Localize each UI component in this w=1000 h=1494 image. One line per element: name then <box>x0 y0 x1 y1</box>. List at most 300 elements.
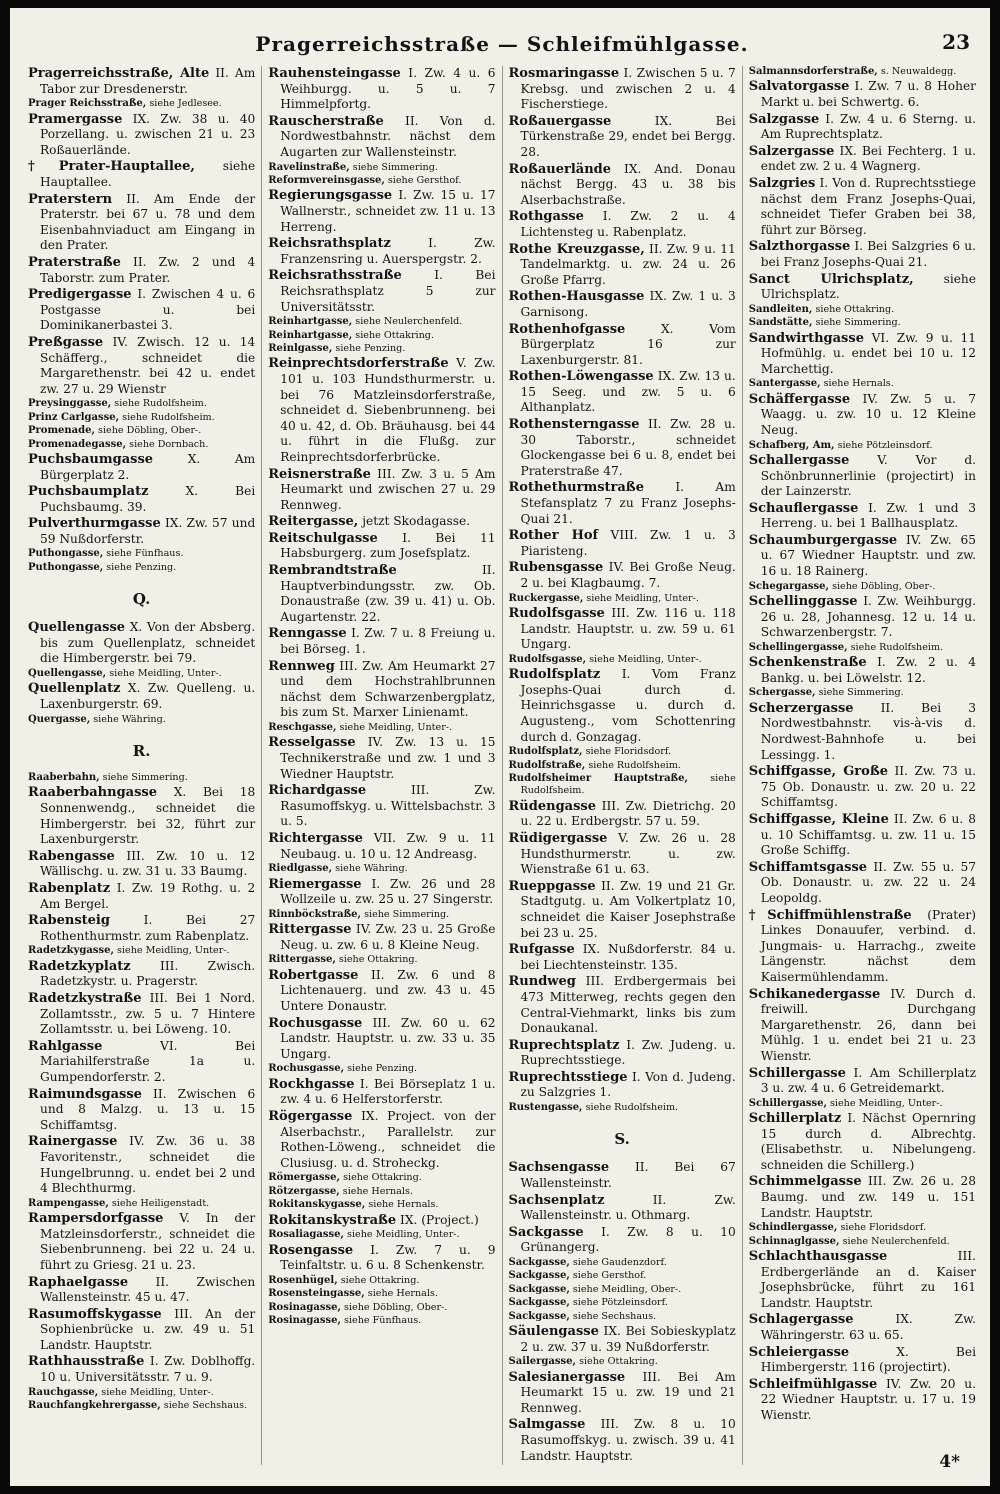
street-name: Reschgasse, <box>268 722 337 733</box>
street-description: siehe Meidling, Unter-. <box>114 945 230 957</box>
street-name: Puchsbaumplatz <box>28 484 149 500</box>
column-2 <box>261 66 495 1465</box>
street-name: Schikanedergasse <box>748 986 881 1002</box>
street-name: Salzgasse <box>748 111 820 127</box>
street-description: II. Zw. 55 u. 57 Ob. Donaustr. u. zw. 22 u. 24 Leopoldg. <box>760 859 976 905</box>
street-name: Schillergasse <box>748 1065 846 1081</box>
street-entry <box>749 594 976 641</box>
street-entry <box>268 66 495 113</box>
street-name: Regierungsgasse <box>268 188 393 204</box>
street-description: siehe Fünfhaus. <box>340 1314 422 1326</box>
street-description: siehe Meidling, Unter-. <box>98 1386 214 1398</box>
cross-reference-entry <box>509 1257 736 1269</box>
street-description: I. Zwischen 5 u. 7 Krebsg. und zwischen 2 u. 4 Fischerstiege. <box>520 66 736 112</box>
street-entry <box>268 114 495 161</box>
street-name: Praterstern <box>28 191 113 207</box>
cross-reference-entry <box>28 412 255 424</box>
street-name: Preßgasse <box>28 334 104 350</box>
column-4 <box>742 66 976 1465</box>
street-entry <box>749 176 976 238</box>
street-description: I. Zw. 4 u. 6 Sterng. u. Am Ruprechtsplatz. <box>760 111 976 142</box>
cross-reference-entry <box>749 1098 976 1110</box>
cross-reference-entry <box>268 863 495 875</box>
street-name: Ruprechtsplatz <box>508 1037 620 1053</box>
street-description: I. Zw. 7 u. 9 Teinfaltstr. u. 6 u. 8 Schenkenstr. <box>280 1242 496 1273</box>
street-description: siehe Simmering. <box>812 317 901 329</box>
street-description: III. Zw. Rasumoffskyg. u. Wittelsbachstr. 3 u. 5. <box>280 783 496 829</box>
street-name: Schallergasse <box>748 452 850 468</box>
street-description: siehe Hernals. <box>339 1185 413 1197</box>
directory-page <box>10 8 990 1486</box>
street-entry <box>268 877 495 908</box>
street-entry <box>268 236 495 267</box>
street-name: Salmannsdorferstraße, <box>748 66 878 77</box>
street-name: Rittergasse, <box>268 954 336 966</box>
street-entry <box>509 1160 736 1191</box>
street-description: I. Zw. Doblhoffg. 10 u. Universitätsstr. 7 u. 9. <box>40 1354 256 1385</box>
street-description: II. Am Tabor zur Dresdenerstr. <box>40 66 256 96</box>
street-name: Salesianergasse <box>508 1369 626 1385</box>
street-name: Rothenhofgasse <box>508 321 626 337</box>
street-name: Sandstätte, <box>748 317 813 329</box>
cross-reference-entry <box>509 593 736 605</box>
street-entry <box>268 356 495 465</box>
street-name: Rother Hof <box>508 528 599 544</box>
street-entry <box>28 785 255 847</box>
street-description: I. Nächst Opernring 15 durch d. Albrechtg. (Elisabethstr. u. Nibelungeng. schneiden die Schillerg.) <box>760 1111 976 1172</box>
cross-reference-entry <box>509 1102 736 1114</box>
street-description: III. Erdbergermais bei 473 Mitterweg, rechts gegen den Central-Viehmarkt, links bis zum Donaukanal. <box>520 974 736 1036</box>
street-name: Reinprechtsdorferstraße <box>268 356 449 372</box>
street-description: IX. Zw. 13 u. 15 Seeg. und zw. 5 u. 6 Althanplatz. <box>520 369 736 415</box>
street-name: Reisnerstraße <box>268 466 371 482</box>
cross-reference-entry <box>509 760 736 772</box>
street-name: Reitschulgasse <box>268 530 378 546</box>
street-name: Rauhensteingasse <box>268 66 401 81</box>
street-name: Salzgries <box>748 175 816 191</box>
street-entry <box>749 701 976 763</box>
street-entry <box>509 289 736 320</box>
columns <box>28 66 976 1465</box>
street-entry <box>268 531 495 562</box>
street-name: Resselgasse <box>268 735 356 751</box>
street-entry <box>509 528 736 559</box>
street-description: siehe Rudolfsheim. <box>111 398 207 410</box>
street-name: Schenkenstraße <box>748 655 867 671</box>
street-description: IV. Zwisch. 12 u. 14 Schäfferg., schneidet die Margarethenstr. bei 42 u. endet zw. 27 u. 29 Wienstr <box>40 334 256 396</box>
street-entry <box>509 1417 736 1464</box>
street-name: Rabengasse <box>28 848 115 864</box>
street-entry <box>509 799 736 830</box>
street-description: I. Zw. 7 u. 8 Freiung u. bei Börseg. 1. <box>280 626 496 657</box>
street-entry <box>749 331 976 378</box>
street-entry <box>28 452 255 483</box>
street-name: Rudolfsheimer Hauptstraße, <box>508 772 689 784</box>
street-description: siehe Rudolfsheim. <box>847 641 944 653</box>
cross-reference-entry <box>28 668 255 680</box>
street-name: Prinz Carlgasse, <box>28 411 120 423</box>
street-description: II. Bei 67 Wallensteinstr. <box>520 1160 736 1191</box>
street-description: siehe Meidling, Unter-. <box>583 592 699 604</box>
street-description: III. Zw. 26 u. 28 Baumg. und zw. 149 u. 151 Landstr. Hauptstr. <box>760 1174 976 1220</box>
street-name: Praterstraße <box>28 254 121 270</box>
street-name: Reichsrathsplatz <box>268 236 391 252</box>
street-description: III. Zw. Am Heumarkt 27 und dem Hochstrahlbrunnen nächst dem Schwarzenbergplatz, bis zum St. Marxer Linienamt. <box>280 658 496 720</box>
cross-reference-entry <box>268 1186 495 1198</box>
street-entry <box>749 1174 976 1221</box>
cross-reference-entry <box>268 1302 495 1314</box>
street-description: II. Von d. Nordwestbahnstr. nächst dem Augarten zur Wallensteinstr. <box>280 113 496 159</box>
street-name: Rothethurmstraße <box>508 480 644 496</box>
street-name: Rosengasse <box>268 1242 354 1258</box>
street-description: siehe Döbling, Ober-. <box>829 580 936 592</box>
cross-reference-entry <box>509 1356 736 1368</box>
street-entry <box>509 1324 736 1355</box>
street-description: siehe Hernals. <box>364 1288 438 1300</box>
street-description: siehe Meidling, Unter-. <box>106 668 222 680</box>
street-name: Rudolfstraße, <box>508 759 586 771</box>
street-name: Römergasse, <box>268 1172 341 1184</box>
street-entry <box>749 655 976 686</box>
street-name: †Prater-Hauptallee, <box>28 159 195 175</box>
street-description: I. Zw. 7 u. 8 Hoher Markt u. bei Schwertg. 6. <box>760 79 976 109</box>
street-description: V. Zw. 101 u. 103 Hundsthurmerstr. u. bei 76 Matzleinsdorferstraße, schneidet d. Siebenbrunneng. bei 40 u. 42, d. Ob. Bräuhausg. bei 44 u. führt in die Flußg. zur Reinprechtsdorferbrücke. <box>280 356 496 464</box>
street-name: Ruprechtsstiege <box>508 1069 628 1085</box>
street-name: Rahlgasse <box>28 1038 103 1054</box>
cross-reference-entry <box>268 1172 495 1184</box>
street-entry <box>28 287 255 334</box>
street-name: Schillergasse, <box>748 1097 827 1109</box>
street-entry <box>28 335 255 397</box>
street-name: Rosenhügel, <box>268 1274 338 1286</box>
street-description: IX. Zw. 38 u. 40 Porzellang. u. zwischen 21 u. 23 Roßauerlände. <box>40 111 256 157</box>
street-description: IV. Durch d. freiwill. Durchgang Margarethenstr. 26, dann bei Mühlg. 1 u. endet bei 21 u. 23 Wienstr. <box>760 986 976 1063</box>
street-name: Salzthorgasse <box>748 239 851 255</box>
street-name: Reinhartgasse, <box>268 329 353 341</box>
street-name: Rustengasse, <box>508 1102 583 1114</box>
street-name: Schinnaglgasse, <box>748 1235 840 1247</box>
street-description: siehe Döbling, Ober-. <box>95 425 202 437</box>
street-entry <box>509 667 736 745</box>
street-description: siehe Neulerchenfeld. <box>352 316 463 328</box>
street-name: Rauchfangkehrergasse, <box>28 1400 161 1412</box>
cross-reference-entry <box>268 1199 495 1211</box>
street-name: Sachsenplatz <box>508 1192 605 1208</box>
street-description: siehe Hauptallee. <box>40 159 256 189</box>
cross-reference-entry <box>749 66 976 78</box>
street-name: Sandwirthgasse <box>748 330 864 346</box>
street-description: I. Zwischen 4 u. 6 Postgasse u. bei Dominikanerbastei 3. <box>40 287 256 333</box>
street-description: siehe Rudolfsheim. <box>520 772 736 797</box>
street-entry <box>28 1039 255 1086</box>
street-entry <box>28 484 255 515</box>
street-description: siehe Meidling, Unter-. <box>586 653 702 665</box>
cross-reference-entry <box>509 654 736 666</box>
street-description: IX. Nußdorferstr. 84 u. bei Liechtensteinstr. 135. <box>520 942 736 972</box>
street-name: Pulverthurmgasse <box>28 516 161 532</box>
street-description: I. Von d. Judeng. zu Salzgries 1. <box>520 1069 736 1100</box>
street-name: Rittergasse <box>268 922 352 938</box>
street-name: Schindlergasse, <box>748 1222 838 1234</box>
street-description: III. Bei 1 Nord. Zollamtsstr., zw. 5 u. 7 Hintere Zollamtsstr. u. bei Löweng. 10. <box>40 991 256 1037</box>
street-entry <box>749 1312 976 1343</box>
street-description: I. Bei Salzgries 6 u. bei Franz Josephs-Quai 21. <box>760 239 976 269</box>
cross-reference-entry <box>268 909 495 921</box>
street-entry <box>509 1193 736 1224</box>
street-name: Santergasse, <box>748 378 821 390</box>
street-description: jetzt Skodagasse. <box>358 514 471 529</box>
street-name: Richardgasse <box>268 783 367 799</box>
street-name: Radetzkystraße <box>28 991 142 1006</box>
street-entry <box>268 922 495 953</box>
street-description: siehe Sechshaus. <box>160 1400 248 1412</box>
cross-reference-entry <box>749 440 976 452</box>
street-name: Rosaliagasse, <box>268 1229 344 1241</box>
street-name: Rüdengasse <box>508 798 596 814</box>
street-description: X. Bei Puchsbaumg. 39. <box>40 484 256 514</box>
street-name: Riedlgasse, <box>268 863 333 875</box>
street-entry <box>28 159 255 190</box>
street-entry <box>268 1109 495 1171</box>
street-description: siehe Sechshaus. <box>569 1310 657 1322</box>
street-name: Schiffgasse, Große <box>748 764 888 780</box>
street-entry <box>268 968 495 1015</box>
cross-reference-entry <box>268 175 495 187</box>
street-entry <box>749 392 976 439</box>
section-letter: S. <box>614 1130 630 1149</box>
street-description: siehe Penzing. <box>344 1063 418 1075</box>
street-description: IV. Zw. 36 u. 38 Favoritenstr., schneidet die Hungelbrunng. u. endet bei 2 und 4 Blechthurmg. <box>40 1134 256 1196</box>
street-entry <box>749 1111 976 1173</box>
street-name: Quellenplatz <box>28 681 121 697</box>
street-name: Sackgasse, <box>508 1270 570 1282</box>
street-name: Rauchgasse, <box>28 1386 99 1398</box>
street-description: siehe Ottakring. <box>340 1172 422 1184</box>
street-entry <box>509 417 736 479</box>
cross-reference-entry <box>749 317 976 329</box>
street-name: Puthongasse, <box>28 561 104 573</box>
street-entry <box>28 255 255 286</box>
cross-reference-entry <box>28 425 255 437</box>
street-name: Rudolfsplatz, <box>508 746 583 758</box>
street-name: Rudolfsplatz <box>508 667 601 683</box>
street-description: X. Von der Absberg. bis zum Quellenplatz, schneidet die Himbergerstr. bei 79. <box>40 620 256 666</box>
street-name: Rosinagasse, <box>268 1314 341 1326</box>
street-description: IX. Zw. Währingerstr. 63 u. 65. <box>760 1312 976 1343</box>
street-description: III. Zw. 10 u. 12 Wällischg. u. zw. 31 u. 33 Baumg. <box>40 848 256 879</box>
street-entry <box>749 987 976 1065</box>
street-name: Rothgasse <box>508 209 584 225</box>
cross-reference-entry <box>749 378 976 390</box>
street-name: Schäffergasse <box>748 391 851 407</box>
street-description: siehe Rudolfsheim. <box>119 411 215 423</box>
street-name: Rufgasse <box>508 942 575 958</box>
column-1 <box>28 66 255 1465</box>
street-description: X. Zw. Quelleng. u. Laxenburgerstr. 69. <box>40 681 256 712</box>
street-description: siehe Gersthof. <box>569 1270 647 1282</box>
street-entry <box>509 1225 736 1256</box>
cross-reference-entry <box>28 562 255 574</box>
cross-reference-entry <box>28 1387 255 1399</box>
street-description: siehe Meidling, Unter-. <box>344 1229 460 1241</box>
cross-reference-entry <box>509 1311 736 1323</box>
street-description: IV. Zw. 20 u. 22 Wiedner Hauptstr. u. 17 u. 19 Wienstr. <box>760 1376 976 1422</box>
street-name: Sackgasse, <box>508 1310 570 1322</box>
street-entry <box>268 831 495 862</box>
street-name: Quergasse, <box>28 713 91 725</box>
street-name: Rundweg <box>508 974 576 990</box>
street-description: siehe Pötzleinsdorf. <box>569 1297 668 1309</box>
street-entry <box>749 1345 976 1376</box>
street-description: siehe Ottakring. <box>576 1356 658 1368</box>
street-entry <box>509 606 736 653</box>
street-description: I. Bei 27 Rothenthurmstr. zum Rabenplatz. <box>40 913 256 943</box>
street-name: Schlachthausgasse <box>748 1249 888 1265</box>
street-entry <box>509 831 736 878</box>
street-name: Quellengasse <box>28 620 126 636</box>
street-description: IX. Project. von der Alserbachstr., Parallelstr. zur Rothen-Löweng., schneidet die Clusiusg. u. d. Stroheckg. <box>280 1108 496 1170</box>
street-description: II. Zw. 9 u. 11 Tandelmarktg. u. zw. 24 u. 26 Große Pfarrg. <box>520 241 736 287</box>
street-description: IX. Bei Sobieskyplatz 2 u. zw. 37 u. 39 Nußdorferstr. <box>520 1324 736 1354</box>
street-name: Sackgasse, <box>508 1297 570 1309</box>
street-entry <box>268 188 495 235</box>
street-name: Schegargasse, <box>748 580 830 592</box>
street-description: II. Zw. 28 u. 30 Taborstr., schneidet Glockengasse bei 6 u. 8, endet bei Praterstraße 47. <box>520 417 736 478</box>
street-entry <box>28 849 255 880</box>
street-name: Rokitanskystraße <box>268 1212 397 1228</box>
street-description: siehe Simmering. <box>349 161 438 173</box>
cross-reference-entry <box>268 1275 495 1287</box>
street-description: II. Am Ende der Praterstr. bei 67 u. 78 und dem Eisenbahnviaduct am Eingang in den Prater. <box>40 191 256 253</box>
street-entry <box>749 860 976 907</box>
cross-reference-entry <box>749 1236 976 1248</box>
street-entry <box>509 1070 736 1101</box>
street-name: Ravelinstraße, <box>268 161 350 173</box>
street-entry <box>509 942 736 973</box>
street-name: Schergasse, <box>748 687 816 699</box>
street-name: Schleiergasse <box>748 1344 850 1360</box>
street-name: Rosensteingasse, <box>268 1288 365 1300</box>
street-entry <box>509 66 736 113</box>
street-entry <box>28 1211 255 1273</box>
street-description: IV. Bei Große Neug. 2 u. bei Klagbaumg. 7. <box>520 560 736 590</box>
cross-reference-entry <box>268 343 495 355</box>
street-description: III. Zw. 60 u. 62 Landstr. Hauptstr. u. zw. 33 u. 35 Ungarg. <box>280 1015 496 1061</box>
street-name: Robertgasse <box>268 967 359 983</box>
street-entry <box>28 192 255 254</box>
street-name: Quellengasse, <box>28 668 107 680</box>
street-name: Predigergasse <box>28 287 132 303</box>
street-entry <box>749 79 976 110</box>
cross-reference-entry <box>28 98 255 110</box>
street-description: I. Zw. 15 u. 17 Wallnerstr., schneidet zw. 11 u. 13 Herreng. <box>280 188 496 234</box>
street-entry <box>268 783 495 830</box>
street-name: Reinlgasse, <box>268 342 333 354</box>
street-name: Rainergasse <box>28 1134 118 1150</box>
street-name: Rothe Kreuzgasse, <box>508 241 645 257</box>
street-entry <box>749 533 976 580</box>
running-head: Pragerreichsstraße — Schleifmühlgasse. <box>255 32 749 56</box>
street-name: Rudolfsgasse, <box>508 653 587 665</box>
street-entry <box>28 1134 255 1196</box>
street-entry <box>749 908 976 986</box>
street-description: II. Zw. 6 und 8 Lichtenauerg. und zw. 43 u. 45 Untere Donaustr. <box>280 967 496 1013</box>
street-entry <box>28 959 255 990</box>
street-description: II. Zw. Wallensteinstr. u. Othmarg. <box>520 1192 736 1223</box>
street-entry <box>28 681 255 712</box>
street-entry <box>509 879 736 941</box>
street-description: III. Zw. 8 u. 10 Rasumoffskyg. u. zwisch. 39 u. 41 Landstr. Hauptstr. <box>520 1417 736 1463</box>
street-name: Rosmaringasse <box>508 66 620 81</box>
cross-reference-entry <box>28 1198 255 1210</box>
street-entry <box>509 1370 736 1417</box>
street-name: Raimundsgasse <box>28 1086 142 1102</box>
street-name: Rampengasse, <box>28 1197 109 1209</box>
street-description: II. Zw. 2 und 4 Taborstr. zum Prater. <box>40 254 256 285</box>
street-description: siehe Meidling, Unter-. <box>826 1097 943 1109</box>
street-entry <box>749 453 976 500</box>
street-name: Preysinggasse, <box>28 398 112 410</box>
street-description: X. Am Bürgerplatz 2. <box>40 451 256 482</box>
cross-reference-entry <box>268 316 495 328</box>
street-entry <box>268 1077 495 1108</box>
cross-reference-entry <box>749 687 976 699</box>
street-description: IX. Bei Türkenstraße 29, endet bei Bergg. 28. <box>520 113 736 159</box>
street-entry <box>509 114 736 161</box>
street-description: siehe Penzing. <box>332 342 406 354</box>
cross-reference-entry <box>749 1222 976 1234</box>
street-name: Ruckergasse, <box>508 592 584 604</box>
street-name: Rötzergasse, <box>268 1185 340 1197</box>
street-entry <box>749 1066 976 1097</box>
street-description: (Prater) Linkes Donauufer, verbind. d. Jungmais- u. Harrachg., zweite Längenstr. nächst dem Kaisermühlendamm. <box>760 907 976 984</box>
street-description: IX. And. Donau nächst Bergg. 43 u. 38 bis Alserbachstraße. <box>520 161 736 207</box>
street-description: III. Zw. 116 u. 118 Landstr. Hauptstr. u. zw. 59 u. 61 Ungarg. <box>520 606 736 652</box>
street-description: IX. Zw. 57 und 59 Nußdorferstr. <box>40 516 256 546</box>
street-description: II. Bei 3 Nordwestbahnstr. vis-à-vis d. Nordwest-Bahnhofe u. bei Lessingg. 1. <box>760 700 976 762</box>
street-description: siehe Simmering. <box>99 772 188 784</box>
street-description: III. Zw. 3 u. 5 Am Heumarkt und zwischen 27 u. 29 Rennweg. <box>280 466 496 512</box>
street-description: I. Zw. 8 u. 10 Grünangerg. <box>520 1224 736 1255</box>
cross-reference-entry <box>28 1400 255 1412</box>
street-name: Salmgasse <box>508 1417 586 1433</box>
street-description: VI. Bei Mariahilferstraße 1a u. Gumpendorferstr. 2. <box>40 1038 256 1084</box>
street-name: Rauscherstraße <box>268 113 384 129</box>
street-description: VIII. Zw. 1 u. 3 Piaristeng. <box>520 528 736 558</box>
street-name: Raaberbahngasse <box>28 785 157 801</box>
street-name: Roßauerlände <box>508 161 612 177</box>
street-name: Sandleiten, <box>748 303 813 315</box>
street-entry <box>509 242 736 289</box>
street-description: s. Neuwaldegg. <box>877 66 957 77</box>
street-entry <box>749 764 976 811</box>
street-entry <box>28 66 255 97</box>
street-description: I. Zw. 2 u. 4 Bankg. u. bei Löwelstr. 12. <box>760 655 976 685</box>
street-name: Raphaelgasse <box>28 1274 129 1290</box>
cross-reference-entry <box>268 1288 495 1300</box>
street-name: Schaumburgergasse <box>748 532 898 548</box>
street-description: siehe Penzing. <box>103 561 177 573</box>
street-description: siehe Gaudenzdorf. <box>569 1257 667 1269</box>
street-description: II. Hauptverbindungsstr. zw. Ob. Donaustraße (zw. 39 u. 41) u. Ob. Augartenstr. 22. <box>280 563 496 624</box>
street-name: Rennweg <box>268 658 335 674</box>
street-description: III. Zw. Dietrichg. 20 u. 22 u. Erdbergstr. 57 u. 59. <box>520 798 736 829</box>
street-description: siehe Meidling, Ober-. <box>569 1283 682 1295</box>
street-description: I. Zw. Franzensring u. Auerspergstr. 2. <box>280 236 496 266</box>
street-entry <box>268 1243 495 1274</box>
street-name: Rinnböckstraße, <box>268 908 362 920</box>
street-description: II. Zw. 19 und 21 Gr. Stadtgutg. u. Am Volkertplatz 10, schneidet die Kaiser Josephstraße bei 23 u. 25. <box>520 878 736 940</box>
